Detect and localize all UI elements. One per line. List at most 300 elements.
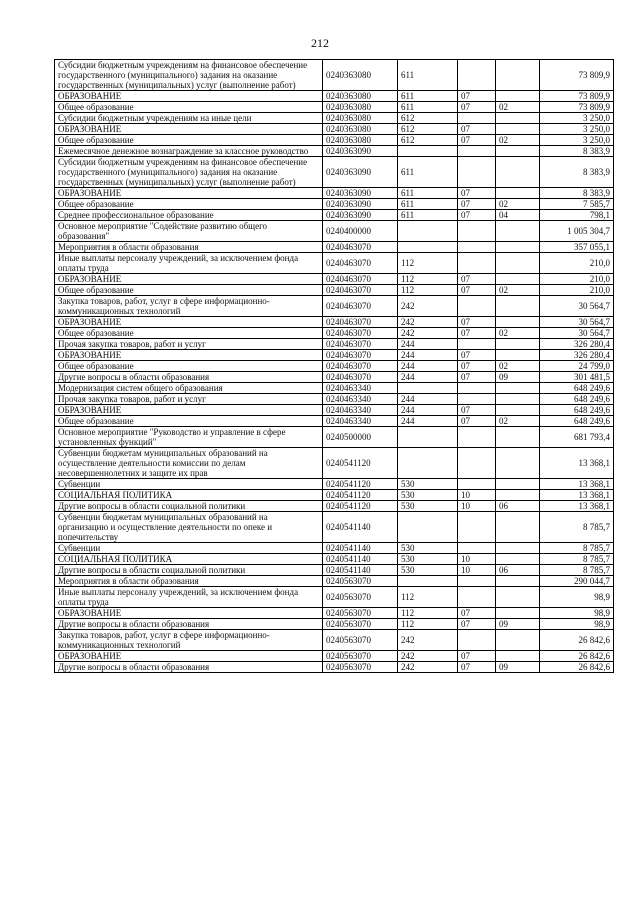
table-row <box>55 565 614 576</box>
row-name: Среднее профессиональное образование <box>55 210 323 221</box>
row-target-code: 0240563070 <box>323 576 398 587</box>
row-section: 07 <box>458 274 496 285</box>
row-expense-type: 530 <box>398 490 458 501</box>
row-name: Основное мероприятие "Руководство и управление в сфере установленных функций" <box>55 427 323 448</box>
row-name: ОБРАЗОВАНИЕ <box>55 91 323 102</box>
row-name: Мероприятия в области образования <box>55 576 323 587</box>
row-amount: 8 383,9 <box>540 157 614 188</box>
row-expense-type: 112 <box>398 274 458 285</box>
row-amount: 30 564,7 <box>540 328 614 339</box>
row-expense-type <box>398 146 458 157</box>
row-target-code: 0240463070 <box>323 296 398 317</box>
row-subsection <box>496 60 540 91</box>
row-section <box>458 448 496 479</box>
row-expense-type: 242 <box>398 296 458 317</box>
row-expense-type: 242 <box>398 662 458 673</box>
row-subsection <box>496 113 540 124</box>
table-row <box>55 102 614 113</box>
row-name: ОБРАЗОВАНИЕ <box>55 350 323 361</box>
row-name: Общее образование <box>55 361 323 372</box>
row-subsection <box>496 146 540 157</box>
row-amount: 648 249,6 <box>540 416 614 427</box>
row-subsection <box>496 405 540 416</box>
row-target-code: 0240541120 <box>323 501 398 512</box>
row-target-code: 0240541120 <box>323 448 398 479</box>
row-target-code: 0240541140 <box>323 543 398 554</box>
table-row <box>55 394 614 405</box>
table-row <box>55 113 614 124</box>
row-section <box>458 296 496 317</box>
row-subsection: 02 <box>496 361 540 372</box>
row-subsection <box>496 651 540 662</box>
row-section: 07 <box>458 619 496 630</box>
row-subsection <box>496 554 540 565</box>
table-row <box>55 576 614 587</box>
row-section: 07 <box>458 210 496 221</box>
row-name: ОБРАЗОВАНИЕ <box>55 317 323 328</box>
row-target-code: 0240563070 <box>323 651 398 662</box>
row-amount: 98,9 <box>540 587 614 608</box>
row-amount: 3 250,0 <box>540 135 614 146</box>
row-amount: 210,0 <box>540 253 614 274</box>
row-name: Субсидии бюджетным учреждениям на финансовое обеспечение государственного (муниципального) задания на оказание государственных (муниципальных) услуг (выполнение работ) <box>55 60 323 91</box>
row-amount: 681 793,4 <box>540 427 614 448</box>
row-target-code: 0240463070 <box>323 339 398 350</box>
row-amount: 357 055,1 <box>540 242 614 253</box>
table-row <box>55 501 614 512</box>
table-row <box>55 608 614 619</box>
table-row <box>55 587 614 608</box>
row-target-code: 0240463070 <box>323 372 398 383</box>
row-name: Основное мероприятие "Содействие развитию общего образования" <box>55 221 323 242</box>
row-subsection <box>496 394 540 405</box>
row-name: Общее образование <box>55 416 323 427</box>
row-target-code: 0240363080 <box>323 91 398 102</box>
row-subsection <box>496 221 540 242</box>
row-expense-type: 242 <box>398 651 458 662</box>
row-expense-type: 112 <box>398 619 458 630</box>
row-section: 07 <box>458 102 496 113</box>
table-row <box>55 350 614 361</box>
row-subsection <box>496 296 540 317</box>
table-row <box>55 361 614 372</box>
row-expense-type: 530 <box>398 565 458 576</box>
row-target-code: 0240363080 <box>323 102 398 113</box>
row-section <box>458 113 496 124</box>
row-section: 07 <box>458 317 496 328</box>
row-subsection <box>496 448 540 479</box>
row-amount: 73 809,9 <box>540 60 614 91</box>
row-section: 07 <box>458 608 496 619</box>
row-amount: 326 280,4 <box>540 339 614 350</box>
row-target-code: 0240363090 <box>323 146 398 157</box>
row-target-code: 0240363080 <box>323 113 398 124</box>
row-target-code: 0240541120 <box>323 479 398 490</box>
table-row <box>55 60 614 91</box>
row-section: 07 <box>458 124 496 135</box>
table-row <box>55 157 614 188</box>
row-amount: 8 785,7 <box>540 565 614 576</box>
row-name: Модернизация систем общего образования <box>55 383 323 394</box>
row-expense-type: 611 <box>398 91 458 102</box>
row-subsection <box>496 157 540 188</box>
row-target-code: 0240463070 <box>323 328 398 339</box>
row-target-code: 0240463070 <box>323 253 398 274</box>
row-amount: 98,9 <box>540 608 614 619</box>
table-row <box>55 383 614 394</box>
row-section: 10 <box>458 565 496 576</box>
row-section <box>458 221 496 242</box>
row-name: ОБРАЗОВАНИЕ <box>55 608 323 619</box>
row-amount: 798,1 <box>540 210 614 221</box>
row-subsection: 02 <box>496 199 540 210</box>
row-amount: 30 564,7 <box>540 317 614 328</box>
row-target-code: 0240563070 <box>323 662 398 673</box>
row-target-code: 0240400000 <box>323 221 398 242</box>
table-row <box>55 296 614 317</box>
row-name: Субвенции бюджетам муниципальных образований на осуществление деятельности комиссии по делам несовершеннолетних и защите их прав <box>55 448 323 479</box>
row-section <box>458 253 496 274</box>
row-amount: 290 044,7 <box>540 576 614 587</box>
row-section: 07 <box>458 651 496 662</box>
row-expense-type: 530 <box>398 479 458 490</box>
row-section: 07 <box>458 135 496 146</box>
row-expense-type <box>398 576 458 587</box>
row-expense-type: 244 <box>398 394 458 405</box>
row-expense-type <box>398 427 458 448</box>
table-row <box>55 651 614 662</box>
row-expense-type: 612 <box>398 124 458 135</box>
row-section <box>458 576 496 587</box>
row-target-code: 0240363090 <box>323 199 398 210</box>
row-name: ОБРАЗОВАНИЕ <box>55 124 323 135</box>
row-section <box>458 394 496 405</box>
table-row <box>55 210 614 221</box>
table-row <box>55 135 614 146</box>
row-subsection: 02 <box>496 102 540 113</box>
row-amount: 73 809,9 <box>540 102 614 113</box>
row-amount: 7 585,7 <box>540 199 614 210</box>
row-expense-type <box>398 242 458 253</box>
row-subsection <box>496 350 540 361</box>
row-subsection <box>496 317 540 328</box>
row-target-code: 0240541140 <box>323 512 398 543</box>
row-subsection: 02 <box>496 285 540 296</box>
row-expense-type: 244 <box>398 361 458 372</box>
row-subsection <box>496 242 540 253</box>
row-section: 10 <box>458 554 496 565</box>
row-target-code: 0240541140 <box>323 554 398 565</box>
row-subsection <box>496 576 540 587</box>
row-expense-type: 611 <box>398 188 458 199</box>
row-target-code: 0240463340 <box>323 394 398 405</box>
row-name: Другие вопросы в области образования <box>55 619 323 630</box>
row-target-code: 0240363080 <box>323 135 398 146</box>
table-row <box>55 448 614 479</box>
row-target-code: 0240563070 <box>323 619 398 630</box>
row-expense-type: 611 <box>398 210 458 221</box>
row-name: Субвенции бюджетам муниципальных образований на организацию и осуществление деятельности по опеке и попечительству <box>55 512 323 543</box>
row-section: 10 <box>458 501 496 512</box>
row-target-code: 0240463070 <box>323 350 398 361</box>
row-name: СОЦИАЛЬНАЯ ПОЛИТИКА <box>55 554 323 565</box>
row-name: СОЦИАЛЬНАЯ ПОЛИТИКА <box>55 490 323 501</box>
row-target-code: 0240463340 <box>323 416 398 427</box>
row-section: 07 <box>458 662 496 673</box>
row-expense-type: 242 <box>398 630 458 651</box>
row-subsection <box>496 124 540 135</box>
table-row <box>55 512 614 543</box>
row-expense-type: 112 <box>398 608 458 619</box>
table-row <box>55 427 614 448</box>
row-name: Иные выплаты персоналу учреждений, за исключением фонда оплаты труда <box>55 587 323 608</box>
table-row <box>55 554 614 565</box>
budget-table-body <box>55 60 614 673</box>
row-section: 07 <box>458 416 496 427</box>
row-section <box>458 427 496 448</box>
row-expense-type: 244 <box>398 372 458 383</box>
row-target-code: 0240563070 <box>323 587 398 608</box>
row-amount: 210,0 <box>540 285 614 296</box>
row-subsection <box>496 512 540 543</box>
table-row <box>55 328 614 339</box>
row-section: 07 <box>458 285 496 296</box>
table-row <box>55 372 614 383</box>
row-amount: 13 368,1 <box>540 479 614 490</box>
row-section <box>458 242 496 253</box>
row-expense-type: 611 <box>398 157 458 188</box>
row-amount: 210,0 <box>540 274 614 285</box>
row-expense-type: 244 <box>398 350 458 361</box>
row-section: 07 <box>458 350 496 361</box>
row-name: ОБРАЗОВАНИЕ <box>55 188 323 199</box>
row-name: Ежемесячное денежное вознаграждение за классное руководство <box>55 146 323 157</box>
row-expense-type <box>398 221 458 242</box>
row-name: Общее образование <box>55 135 323 146</box>
row-target-code: 0240363090 <box>323 157 398 188</box>
row-subsection <box>496 274 540 285</box>
row-subsection: 02 <box>496 328 540 339</box>
row-target-code: 0240500000 <box>323 427 398 448</box>
row-subsection: 09 <box>496 619 540 630</box>
row-target-code: 0240563070 <box>323 630 398 651</box>
row-section: 10 <box>458 490 496 501</box>
row-name: Субсидии бюджетным учреждениям на иные цели <box>55 113 323 124</box>
row-expense-type: 112 <box>398 587 458 608</box>
table-row <box>55 479 614 490</box>
row-section <box>458 339 496 350</box>
row-subsection <box>496 630 540 651</box>
row-amount: 8 383,9 <box>540 146 614 157</box>
row-target-code: 0240463070 <box>323 361 398 372</box>
row-name: Субвенции <box>55 479 323 490</box>
table-row <box>55 317 614 328</box>
row-amount: 13 368,1 <box>540 490 614 501</box>
row-expense-type: 244 <box>398 416 458 427</box>
row-amount: 8 785,7 <box>540 543 614 554</box>
row-subsection: 02 <box>496 135 540 146</box>
row-amount: 326 280,4 <box>540 350 614 361</box>
row-expense-type: 112 <box>398 285 458 296</box>
row-target-code: 0240463070 <box>323 274 398 285</box>
table-row <box>55 221 614 242</box>
row-section: 07 <box>458 199 496 210</box>
row-expense-type: 242 <box>398 328 458 339</box>
row-subsection <box>496 587 540 608</box>
table-row <box>55 188 614 199</box>
row-amount: 648 249,6 <box>540 405 614 416</box>
row-name: ОБРАЗОВАНИЕ <box>55 651 323 662</box>
row-target-code: 0240363090 <box>323 210 398 221</box>
row-amount: 3 250,0 <box>540 124 614 135</box>
row-target-code: 0240463070 <box>323 317 398 328</box>
row-amount: 98,9 <box>540 619 614 630</box>
table-row <box>55 274 614 285</box>
row-name: Закупка товаров, работ, услуг в сфере информационно-коммуникационных технологий <box>55 296 323 317</box>
row-target-code: 0240463070 <box>323 285 398 296</box>
row-amount: 26 842,6 <box>540 651 614 662</box>
row-target-code: 0240363090 <box>323 188 398 199</box>
page-number: 212 <box>311 36 329 50</box>
row-name: Субсидии бюджетным учреждениям на финансовое обеспечение государственного (муниципального) задания на оказание государственных (муниципальных) услуг (выполнение работ) <box>55 157 323 188</box>
row-target-code: 0240541120 <box>323 490 398 501</box>
row-subsection <box>496 427 540 448</box>
row-subsection: 09 <box>496 662 540 673</box>
row-section <box>458 512 496 543</box>
row-amount: 8 383,9 <box>540 188 614 199</box>
table-row <box>55 242 614 253</box>
row-section <box>458 383 496 394</box>
table-row <box>55 146 614 157</box>
row-target-code: 0240463340 <box>323 405 398 416</box>
row-expense-type: 530 <box>398 501 458 512</box>
row-subsection <box>496 383 540 394</box>
row-subsection <box>496 339 540 350</box>
row-section <box>458 60 496 91</box>
row-name: Прочая закупка товаров, работ и услуг <box>55 339 323 350</box>
row-expense-type <box>398 512 458 543</box>
table-row <box>55 253 614 274</box>
table-row <box>55 405 614 416</box>
row-target-code: 0240541140 <box>323 565 398 576</box>
row-subsection: 02 <box>496 416 540 427</box>
row-section: 07 <box>458 91 496 102</box>
row-name: Другие вопросы в области образования <box>55 662 323 673</box>
row-section: 07 <box>458 372 496 383</box>
row-amount: 301 481,5 <box>540 372 614 383</box>
row-target-code: 0240463340 <box>323 383 398 394</box>
table-row <box>55 543 614 554</box>
row-amount: 648 249,6 <box>540 383 614 394</box>
row-expense-type: 242 <box>398 317 458 328</box>
row-name: Субвенции <box>55 543 323 554</box>
row-section: 07 <box>458 328 496 339</box>
row-name: Общее образование <box>55 285 323 296</box>
row-amount: 13 368,1 <box>540 448 614 479</box>
row-target-code: 0240363080 <box>323 124 398 135</box>
row-target-code: 0240563070 <box>323 608 398 619</box>
row-section <box>458 146 496 157</box>
row-amount: 8 785,7 <box>540 554 614 565</box>
row-amount: 30 564,7 <box>540 296 614 317</box>
row-subsection: 04 <box>496 210 540 221</box>
row-section <box>458 543 496 554</box>
row-expense-type: 112 <box>398 253 458 274</box>
table-row <box>55 662 614 673</box>
row-name: Общее образование <box>55 102 323 113</box>
row-expense-type: 611 <box>398 60 458 91</box>
row-name: Общее образование <box>55 199 323 210</box>
row-section <box>458 479 496 490</box>
row-subsection: 06 <box>496 565 540 576</box>
row-expense-type: 530 <box>398 543 458 554</box>
row-expense-type <box>398 448 458 479</box>
row-expense-type: 530 <box>398 554 458 565</box>
row-name: ОБРАЗОВАНИЕ <box>55 274 323 285</box>
row-amount: 648 249,6 <box>540 394 614 405</box>
row-subsection <box>496 479 540 490</box>
row-amount: 1 005 304,7 <box>540 221 614 242</box>
row-section: 07 <box>458 188 496 199</box>
row-subsection <box>496 490 540 501</box>
table-row <box>55 416 614 427</box>
row-name: Другие вопросы в области образования <box>55 372 323 383</box>
row-amount: 3 250,0 <box>540 113 614 124</box>
row-expense-type: 244 <box>398 339 458 350</box>
row-section <box>458 157 496 188</box>
table-row <box>55 91 614 102</box>
row-name: Другие вопросы в области социальной политики <box>55 565 323 576</box>
row-amount: 24 799,0 <box>540 361 614 372</box>
row-subsection: 06 <box>496 501 540 512</box>
row-amount: 73 809,9 <box>540 91 614 102</box>
row-expense-type: 611 <box>398 102 458 113</box>
row-expense-type <box>398 383 458 394</box>
row-subsection <box>496 543 540 554</box>
table-row <box>55 199 614 210</box>
table-row <box>55 339 614 350</box>
row-name: ОБРАЗОВАНИЕ <box>55 405 323 416</box>
row-amount: 26 842,6 <box>540 662 614 673</box>
row-amount: 8 785,7 <box>540 512 614 543</box>
row-subsection <box>496 608 540 619</box>
budget-table <box>54 59 614 673</box>
row-name: Общее образование <box>55 328 323 339</box>
row-target-code: 0240363080 <box>323 60 398 91</box>
row-name: Закупка товаров, работ, услуг в сфере информационно-коммуникационных технологий <box>55 630 323 651</box>
row-subsection <box>496 253 540 274</box>
row-subsection <box>496 91 540 102</box>
row-subsection <box>496 188 540 199</box>
table-row <box>55 124 614 135</box>
row-section: 07 <box>458 361 496 372</box>
row-section <box>458 630 496 651</box>
row-expense-type: 612 <box>398 113 458 124</box>
row-section <box>458 587 496 608</box>
row-expense-type: 612 <box>398 135 458 146</box>
row-amount: 13 368,1 <box>540 501 614 512</box>
row-section: 07 <box>458 405 496 416</box>
table-row <box>55 285 614 296</box>
row-expense-type: 611 <box>398 199 458 210</box>
row-name: Иные выплаты персоналу учреждений, за исключением фонда оплаты труда <box>55 253 323 274</box>
table-row <box>55 490 614 501</box>
table-row <box>55 630 614 651</box>
row-name: Мероприятия в области образования <box>55 242 323 253</box>
row-amount: 26 842,6 <box>540 630 614 651</box>
row-subsection: 09 <box>496 372 540 383</box>
row-expense-type: 244 <box>398 405 458 416</box>
